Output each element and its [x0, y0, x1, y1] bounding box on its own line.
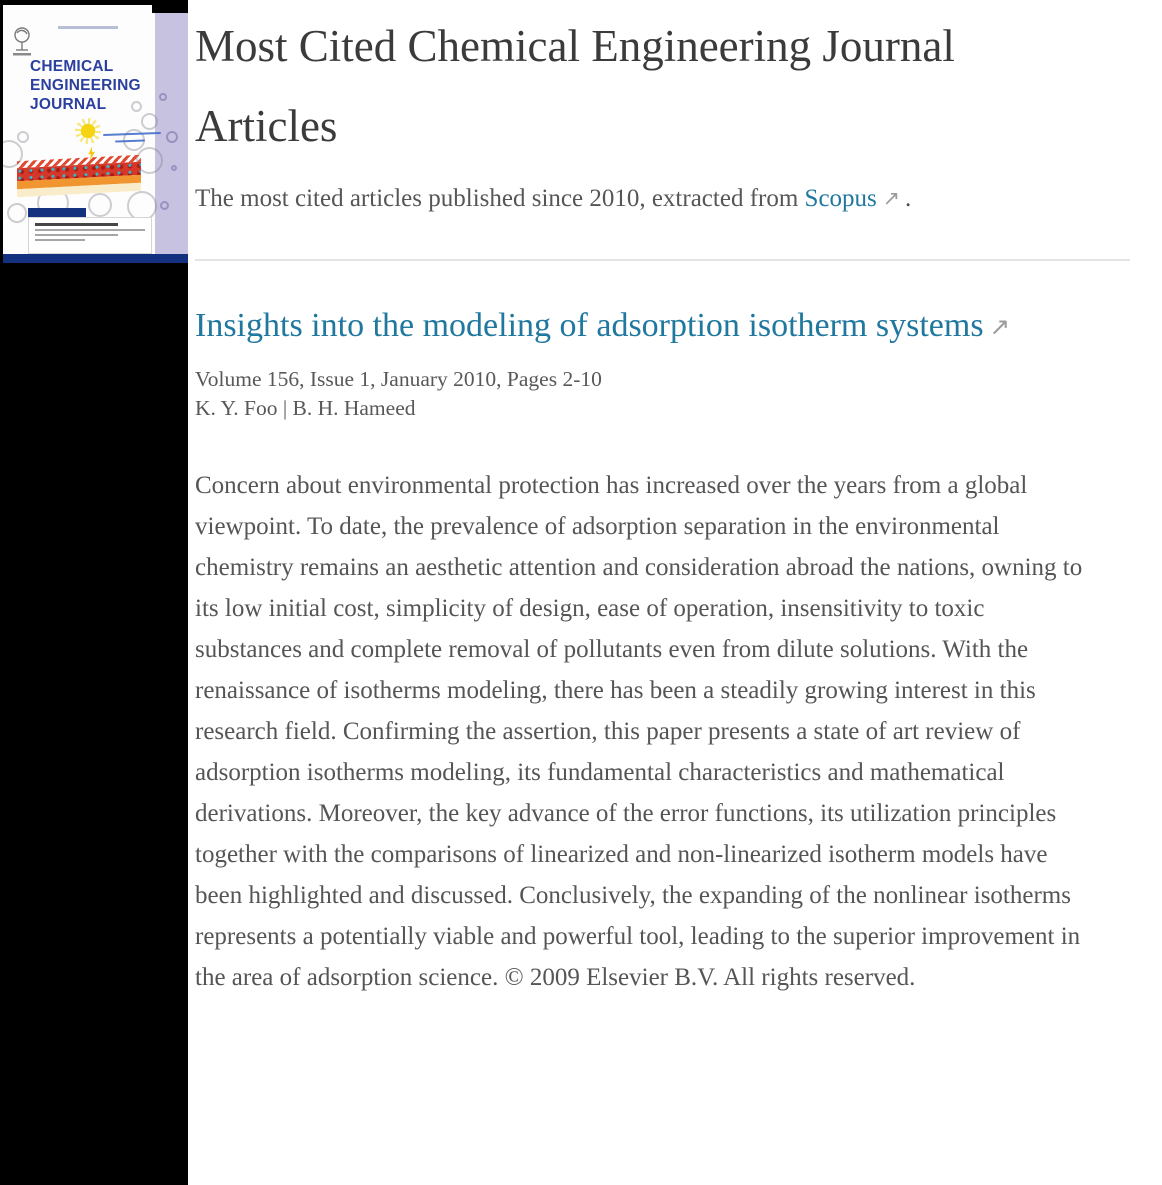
bubble-decoration: [160, 201, 169, 210]
article-title: [195, 297, 1025, 357]
cover-column: [0, 0, 188, 1185]
article-entry: [195, 297, 1162, 998]
subtitle-period: .: [904, 185, 912, 212]
elsevier-logo: [9, 25, 35, 57]
article-authors: K. Y. Foo | B. H. Hameed: [195, 396, 416, 420]
article-meta: Volume 156, Issue 1, January 2010, Pages 2-10: [195, 367, 602, 391]
cover-journal-title: [30, 57, 141, 114]
cover-text-placeholder: [35, 229, 145, 231]
bubble-decoration: [7, 203, 27, 223]
external-link-icon: ↗: [882, 186, 900, 210]
main-content: [188, 0, 1162, 998]
journal-cover-image[interactable]: [3, 5, 188, 263]
cover-journal-title-line: CHEMICAL: [30, 58, 114, 75]
divider: [195, 259, 1130, 261]
bubble-decoration: [88, 193, 112, 217]
cover-featured-article-tag: [28, 208, 86, 217]
article-abstract: Concern about environmental protection has increased over the years from a global viewpoint. To date, the prevalence of adsorption separation in the environmental chemistry remains an aesthetic attention and consideration abroad the nations, owning to its low initial cost, simplicity of design, ease of operation, insensitivity to toxic substances and complete removal of pollutants even from dilute solutions. With the renaissance of isotherms modeling, there has been a steadily growing interest in this research field. Confirming the assertion, this paper presents a state of art review of adsorption isotherms modeling, its fundamental characteristics and mathematical derivations. Moreover, the key advance of the error functions, its utilization principles together with the comparisons of linearized and non-linearized isotherm models have been highlighted and discussed. Conclusively, the expanding of the nonlinear isotherms represents a potentially viable and powerful tool, leading to the superior improvement in the area of adsorption science. © 2009 Elsevier B.V. All rights reserved.: [195, 472, 1083, 991]
cover-journal-title-line: JOURNAL: [30, 96, 107, 113]
cover-text-placeholder: [35, 223, 118, 226]
cover-issue-text: [58, 26, 118, 29]
scopus-link[interactable]: Scopus: [804, 185, 877, 212]
cover-top-black-strip: [152, 5, 188, 13]
cover-journal-title-line: ENGINEERING: [30, 77, 141, 94]
page-subtitle: [195, 182, 1162, 216]
bubble-decoration: [171, 165, 177, 171]
sun-illustration: [75, 118, 101, 144]
adsorbent-slab-illustration: [17, 155, 141, 197]
cover-text-placeholder: [35, 234, 118, 236]
cover-featured-article-box: [28, 217, 152, 254]
external-link-icon: ↗: [989, 312, 1011, 341]
cover-text-placeholder: [35, 239, 85, 241]
bubble-decoration: [166, 131, 178, 143]
bubble-decoration: [17, 131, 29, 143]
subtitle-text: The most cited articles published since 2010, extracted from: [195, 185, 805, 212]
article-title-link[interactable]: Insights into the modeling of adsorption isotherm systems: [195, 307, 984, 344]
bubble-decoration: [159, 93, 167, 101]
cover-navy-band: [3, 254, 188, 263]
bubble-decoration: [141, 113, 158, 130]
cover-lavender-stripe: [155, 5, 188, 254]
page-title: Most Cited Chemical Engineering Journal Articles: [195, 21, 955, 151]
